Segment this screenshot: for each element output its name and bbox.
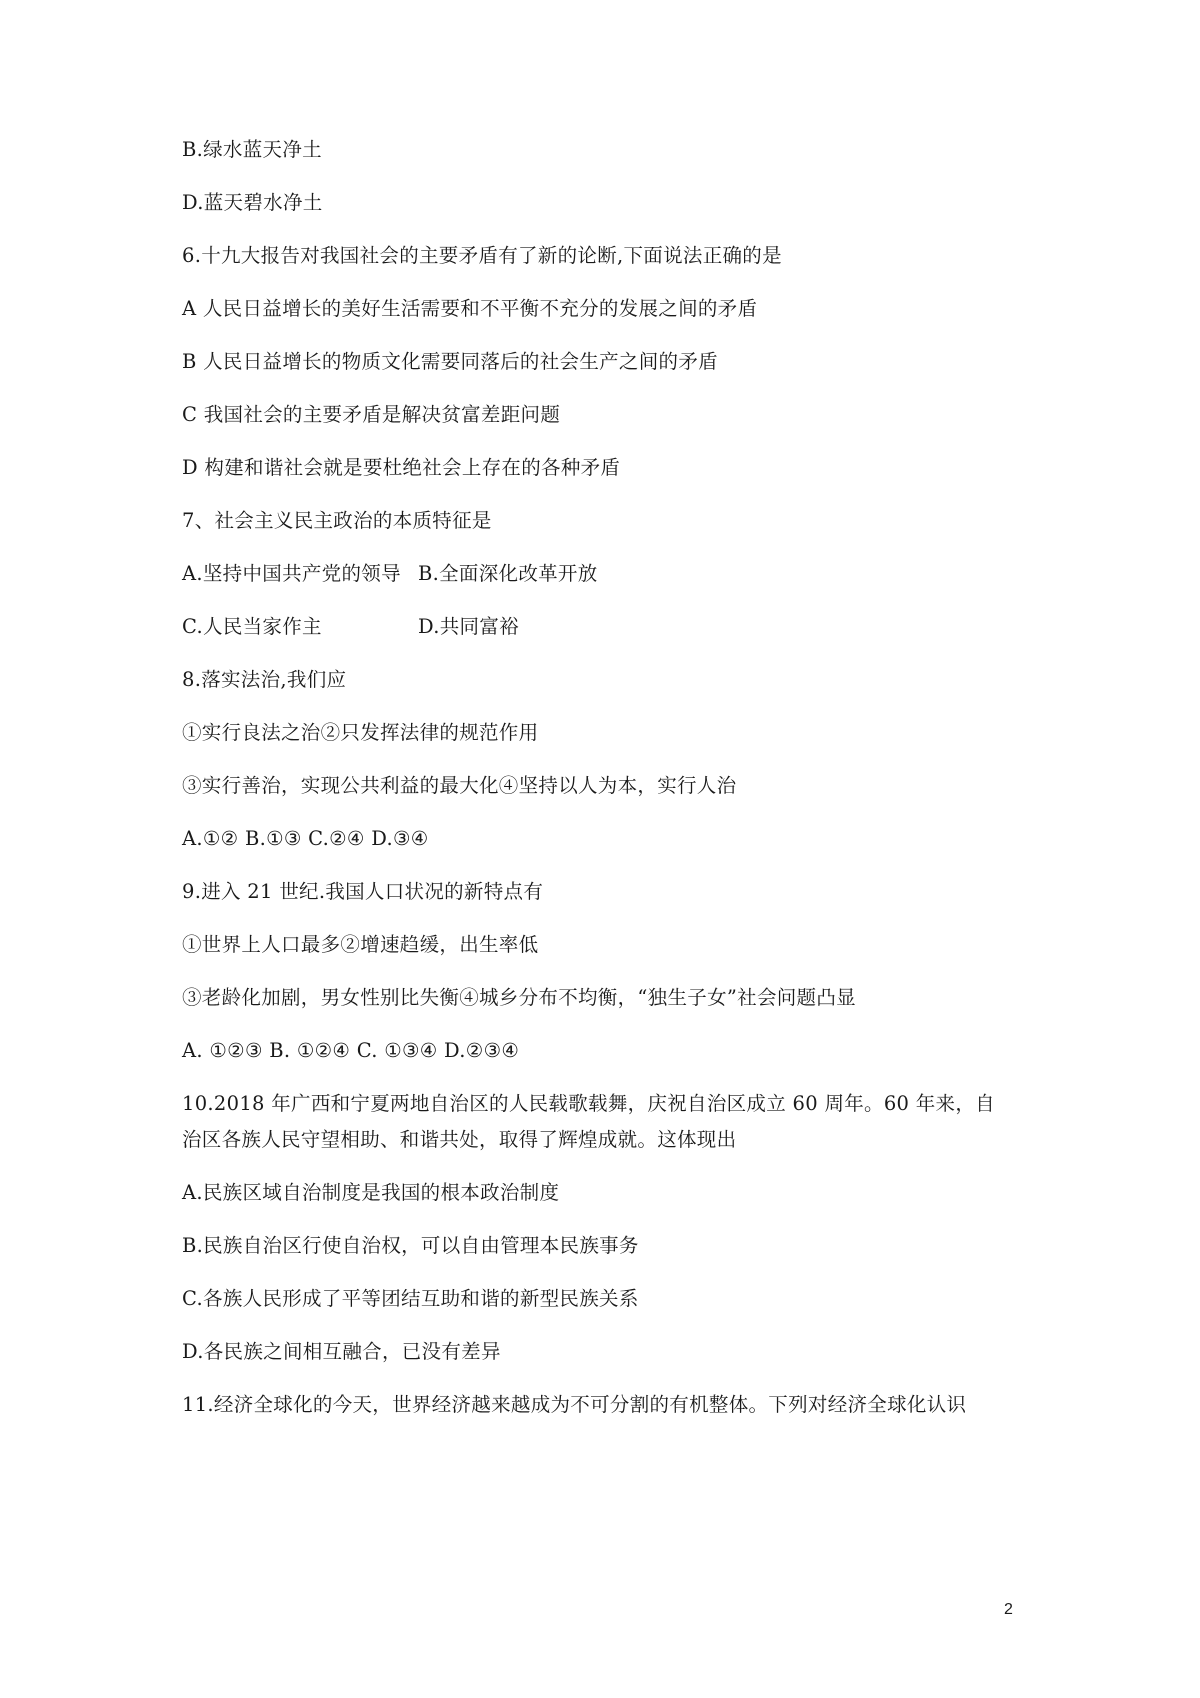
option-line: C.各族人民形成了平等团结互助和谐的新型民族关系	[182, 1287, 639, 1310]
text-line: D.蓝天碧水净土	[182, 191, 323, 214]
question-7: 7、社会主义民主政治的本质特征是	[182, 509, 492, 532]
question-9: 9.进入 21 世纪.我国人口状况的新特点有	[182, 880, 544, 903]
option-line: B 人民日益增长的物质文化需要同落后的社会生产之间的矛盾	[182, 350, 718, 373]
question-8: 8.落实法治,我们应	[182, 668, 347, 691]
q7-option-b: B.全面深化改革开放	[418, 562, 598, 585]
q7-options-row-2	[182, 614, 519, 640]
q7-option-a: A.坚持中国共产党的领导	[182, 562, 401, 585]
option-line: A 人民日益增长的美好生活需要和不平衡不充分的发展之间的矛盾	[182, 297, 758, 320]
statement-line: ①实行良法之治②只发挥法律的规范作用	[182, 721, 539, 744]
question-11: 11.经济全球化的今天，世界经济越来越成为不可分割的有机整体。下列对经济全球化认识	[182, 1393, 967, 1416]
statement-line: ③老龄化加剧，男女性别比失衡④城乡分布不均衡，“独生子女”社会问题凸显	[182, 986, 856, 1009]
q7-options-row-1	[182, 561, 598, 587]
q7-option-d: D.共同富裕	[418, 615, 519, 638]
q7-option-c: C.人民当家作主	[182, 615, 322, 638]
option-line: A. ①②③ B. ①②④ C. ①③④ D.②③④	[182, 1039, 520, 1062]
statement-line: ①世界上人口最多②增速趋缓，出生率低	[182, 933, 539, 956]
option-line: B.民族自治区行使自治权，可以自由管理本民族事务	[182, 1234, 639, 1257]
page-number: 2	[1004, 1601, 1013, 1618]
option-line: C 我国社会的主要矛盾是解决贫富差距问题	[182, 403, 561, 426]
statement-line: ③实行善治，实现公共利益的最大化④坚持以人为本，实行人治	[182, 774, 737, 797]
question-6: 6.十九大报告对我国社会的主要矛盾有了新的论断,下面说法正确的是	[182, 244, 782, 267]
option-line: D 构建和谐社会就是要杜绝社会上存在的各种矛盾	[182, 456, 621, 479]
question-10-continued: 治区各族人民守望相助、和谐共处，取得了辉煌成就。这体现出	[182, 1128, 737, 1151]
text-line: B.绿水蓝天净土	[182, 138, 322, 161]
question-10: 10.2018 年广西和宁夏两地自治区的人民载歌载舞，庆祝自治区成立 60 周年。60 年来，自	[182, 1092, 995, 1115]
option-line: A.民族区域自治制度是我国的根本政治制度	[182, 1181, 560, 1204]
option-line: A.①② B.①③ C.②④ D.③④	[182, 827, 429, 850]
option-line: D.各民族之间相互融合，已没有差异	[182, 1340, 501, 1363]
